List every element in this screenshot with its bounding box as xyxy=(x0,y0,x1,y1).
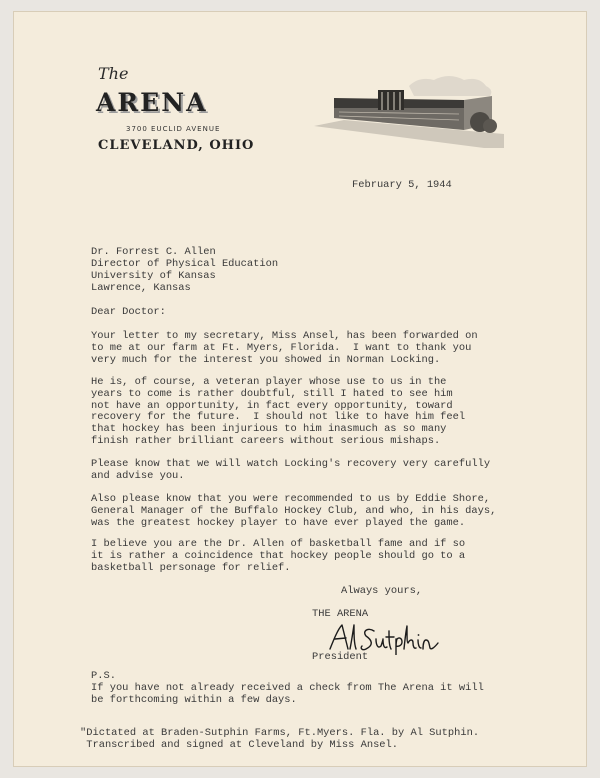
paragraph-3: Please know that we will watch Locking's recovery very carefully and advise you. xyxy=(91,458,491,482)
signature-al-sutphin xyxy=(326,621,446,655)
letterhead-street: 3700 EUCLID AVENUE xyxy=(126,125,221,133)
ps-text: If you have not already received a check from The Arena it will be forthcoming within a few days. xyxy=(91,682,484,706)
ps-label: P.S. xyxy=(91,670,116,682)
letterhead-the: The xyxy=(98,64,129,83)
paragraph-1: Your letter to my secretary, Miss Ansel, has been forwarded on to me at our farm at Ft. Myers, Florida. I want to thank you very much for the interest you showed in Norman Locking. xyxy=(91,330,478,366)
salutation: Dear Doctor: xyxy=(91,306,166,318)
recipient-line-2: Director of Physical Education xyxy=(91,258,279,270)
paragraph-4: Also please know that you were recommended to us by Eddie Shore, General Manager of the Buffalo Hockey Club, and who, in his days, was the greatest hockey player to have ever played the game. xyxy=(91,493,497,529)
letter-date: February 5, 1944 xyxy=(352,179,452,191)
paragraph-5: I believe you are the Dr. Allen of basketball fame and if so it is rather a coincidence that hockey people should go to a basketball personage for relief. xyxy=(91,538,466,574)
dictation-note: "Dictated at Braden-Sutphin Farms, Ft.Myers. Fla. by Al Sutphin. Transcribed and signed at Cleveland by Miss Ansel. xyxy=(80,727,480,751)
recipient-line-4: Lawrence, Kansas xyxy=(91,282,191,294)
letterhead-city: CLEVELAND, OHIO xyxy=(98,138,255,153)
arena-building-icon xyxy=(314,68,504,148)
recipient-line-3: University of Kansas xyxy=(91,270,216,282)
letter-page xyxy=(14,12,586,766)
organization: THE ARENA xyxy=(312,608,369,620)
paragraph-2: He is, of course, a veteran player whose use to us in the years to come is rather doubtful, still I hated to see him not have an opportunity, in fact every opportunity, toward recovery for the future. I should not like to have him feel that hockey has been injurious to him inasmuch as so many finish rather brilliant careers without serious mishaps. xyxy=(91,376,466,447)
recipient-line-1: Dr. Forrest C. Allen xyxy=(91,246,216,258)
letterhead-arena-name: ARENA xyxy=(96,88,208,117)
signer-title: President xyxy=(312,651,369,663)
closing: Always yours, xyxy=(341,585,423,597)
